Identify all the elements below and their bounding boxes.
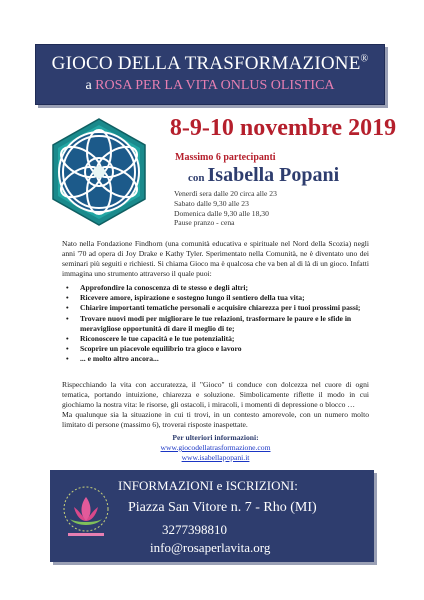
- title-text: GIOCO DELLA TRASFORMAZIONE: [51, 53, 361, 74]
- more-info-heading: Per ulteriori informazioni:: [172, 433, 259, 442]
- list-item-text: ... e molto altro ancora...: [80, 354, 159, 364]
- subtitle-prefix: a: [85, 78, 96, 93]
- list-item: [62, 303, 374, 313]
- contact-phone: 3277398810: [162, 522, 227, 537]
- host-name: Isabella Popani: [207, 164, 340, 186]
- contact-email[interactable]: info@rosaperlavita.org: [150, 540, 271, 555]
- celtic-hexagon-emblem-icon: [44, 117, 154, 227]
- description-block: [62, 380, 369, 430]
- list-item: [62, 293, 374, 303]
- link-gioco-website[interactable]: www.giocodellatrasformazione.com: [160, 443, 271, 452]
- registered-mark: ®: [360, 53, 369, 65]
- list-item-text: Trovare nuovi modi per migliorare le tue relazioni, trasformare le paure e le sfide in meravigliose opportunità di dare il meglio di te;: [80, 313, 352, 333]
- bullet-icon: •: [66, 334, 69, 344]
- description-paragraph: Ma qualunque sia la situazione in cui ti trovi, in un contesto amorevole, con un numero molto limitato di persone (massimo 6), troverai risposte inaspettate.: [62, 410, 369, 429]
- header-banner: [35, 44, 385, 105]
- bullet-icon: •: [66, 283, 69, 292]
- schedule-line: Sabato dalle 9,30 alle 23: [174, 198, 249, 208]
- event-date: 8-9-10 novembre 2019: [169, 115, 397, 141]
- benefits-list: [62, 283, 374, 365]
- organization-name: ROSA PER LA VITA ONLUS OLISTICA: [95, 78, 335, 93]
- bullet-icon: •: [66, 303, 69, 313]
- contact-address: Piazza San Vitore n. 7 - Rho (MI): [128, 500, 317, 515]
- link-isabella-website[interactable]: www.isabellapopani.it: [181, 453, 250, 462]
- contact-banner: [50, 470, 374, 562]
- list-item: [62, 354, 374, 364]
- bullet-icon: •: [66, 313, 69, 323]
- list-item-text: Riconoscere le tue capacità e le tue potenzialità;: [80, 334, 235, 344]
- description-paragraph: Rispecchiando la vita con accuratezza, il "Gioco" ti conduce con dolcezza nel cuore di ogni tematica, portando intuizione, chiarezza e soluzione. Simbolicamente riflette il modo in cui giochiamo la nostra vita: le risorse, gli ostacoli, i miracoli, i momenti di depressione o blocco …: [62, 380, 369, 409]
- list-item-text: Scoprire un piacevole equilibrio tra gioco e lavoro: [80, 344, 242, 354]
- contact-title: INFORMAZIONI e ISCRIZIONI:: [118, 478, 298, 493]
- schedule-line: Domenica dalle 9,30 alle 18,30: [174, 208, 269, 218]
- flyer-title: [36, 53, 384, 75]
- host-line: [188, 164, 339, 187]
- bullet-icon: •: [66, 293, 69, 303]
- bullet-icon: •: [66, 344, 69, 354]
- flyer-subtitle: [36, 78, 384, 94]
- list-item: [62, 283, 374, 293]
- bullet-icon: •: [66, 354, 69, 364]
- more-info: [62, 433, 369, 463]
- schedule-line: Pause pranzo - cena: [174, 218, 235, 228]
- list-item-text: Chiarire importanti tematiche personali e acquisire chiarezza per i tuoi prossimi passi;: [80, 303, 361, 313]
- list-item: [62, 334, 374, 344]
- host-prefix: con: [188, 172, 205, 184]
- list-item-text: Approfondire la conoscenza di te stesso e degli altri;: [80, 283, 249, 292]
- max-participants: Massimo 6 partecipanti: [175, 152, 276, 163]
- schedule-line: Venerdì sera dalle 20 circa alle 23: [174, 189, 277, 198]
- schedule: [174, 189, 277, 228]
- list-item: [62, 314, 374, 334]
- rose-lotus-logo-icon: [60, 483, 112, 543]
- list-item-text: Ricevere amore, ispirazione e sostegno lungo il sentiero della tua vita;: [80, 293, 305, 303]
- list-item: [62, 344, 374, 354]
- intro-paragraph: Nato nella Fondazione Findhorn (una comunità educativa e spirituale nel Nord della Scozia) negli anni '70 ad opera di Joy Drake e Kathy Tyler. Sperimentato nella Comunità, ne è diventato uno dei seminari più seguiti e richiesti. Si chiama Gioco ma è qualcosa che va ben al di là di un gioco. Infatti immagina uno strumento attraverso il quale puoi:: [62, 239, 369, 278]
